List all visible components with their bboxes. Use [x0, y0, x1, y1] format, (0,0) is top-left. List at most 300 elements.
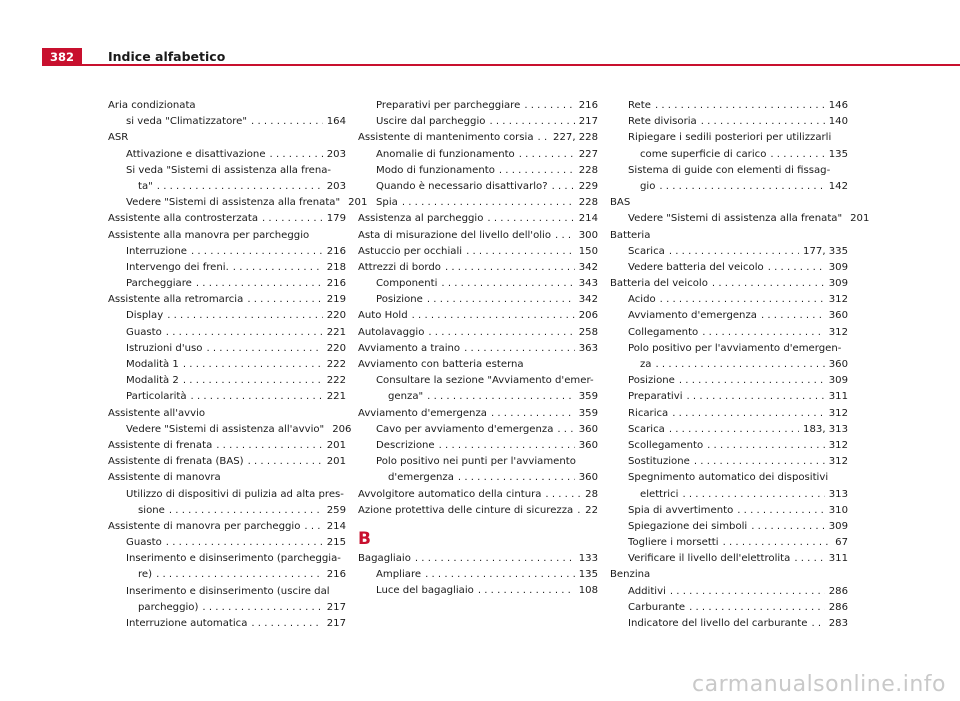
dot-leader [794, 551, 824, 567]
dot-leader [670, 584, 825, 600]
index-subentry [610, 244, 848, 260]
dot-leader [196, 276, 323, 292]
index-subentry [610, 325, 848, 341]
entry-text: Preparativi [628, 391, 683, 403]
page-title: Indice alfabetico [108, 49, 226, 64]
index-subentry [610, 98, 848, 114]
entry-text: Sistema di guide con elementi di fissag- [628, 164, 831, 176]
entry-text: Scarica [628, 245, 665, 257]
entry-page-number: 227, 228 [553, 132, 598, 144]
index-subentry [610, 163, 848, 179]
dot-leader [577, 503, 581, 519]
dot-leader [712, 276, 825, 292]
entry-text: Assistente alla manovra per parcheggio [108, 229, 310, 241]
dot-leader [557, 422, 574, 438]
entry-text: Utilizzo di dispositivi di pulizia ad alta pres- [126, 488, 344, 500]
entry-page-number: 216 [326, 278, 346, 290]
entry-text: Indicatore del livello del carburante [628, 618, 808, 629]
dot-leader [233, 260, 323, 276]
entry-text: Rete [628, 100, 651, 111]
index-subentry [108, 147, 346, 163]
dot-leader [427, 389, 575, 405]
dot-leader [519, 147, 575, 163]
entry-text: parcheggio) [138, 601, 199, 613]
index-subentry [108, 244, 346, 260]
dot-leader [251, 616, 322, 632]
index-subentry [358, 163, 598, 179]
dot-leader [687, 389, 825, 405]
entry-text: Spia [376, 197, 398, 209]
dot-leader [707, 438, 825, 454]
index-subentry [108, 389, 346, 405]
dot-leader [216, 438, 322, 454]
index-subentry [358, 179, 598, 195]
entry-text: re) [138, 569, 153, 581]
entry-text: come superficie di carico [640, 148, 767, 160]
index-letter-heading: B [358, 528, 371, 549]
entry-text: Assistente di frenata (BAS) [108, 456, 244, 468]
entry-text: Avviamento a traino [358, 342, 461, 354]
dot-leader [545, 487, 581, 503]
entry-page-number: 206 [332, 423, 352, 435]
entry-page-number: 201 [326, 439, 346, 451]
entry-page-number: 312 [828, 439, 848, 451]
dot-leader [251, 114, 323, 130]
index-subentry [108, 535, 346, 551]
entry-page-number: 216 [326, 569, 346, 581]
dot-leader [811, 616, 824, 632]
index-subentry [610, 487, 848, 503]
entry-text: Togliere i morsetti [628, 537, 719, 549]
entry-text: Assistente di frenata [108, 439, 213, 451]
index-entry [358, 211, 598, 227]
dot-leader [439, 438, 575, 454]
dot-leader [768, 260, 825, 276]
entry-text: Componenti [376, 278, 438, 290]
entry-page-number: 283 [828, 618, 848, 629]
index-entry [108, 470, 346, 486]
index-subentry [610, 147, 848, 163]
dot-leader [466, 244, 575, 260]
dot-leader [441, 276, 574, 292]
entry-page-number: 220 [326, 342, 346, 354]
dot-leader [166, 325, 323, 341]
entry-text: Scollegamento [628, 439, 704, 451]
dot-leader [660, 292, 825, 308]
entry-text: Attivazione e disattivazione [126, 148, 266, 160]
entry-page-number: 309 [828, 520, 848, 532]
entry-page-number: 360 [578, 423, 598, 435]
index-subentry [108, 276, 346, 292]
entry-page-number: 342 [578, 294, 598, 306]
index-entry [108, 211, 346, 227]
index-subentry [610, 438, 848, 454]
index-subentry [108, 487, 346, 503]
dot-leader [538, 130, 550, 146]
index-subentry [108, 195, 368, 211]
entry-text: elettrici [640, 488, 679, 500]
index-subentry [108, 503, 346, 519]
entry-text: Polo positivo per l'avviamento d'emergen- [628, 342, 842, 354]
entry-page-number: 312 [828, 456, 848, 468]
entry-page-number: 214 [326, 520, 346, 532]
dot-leader [157, 179, 323, 195]
index-subentry [108, 422, 352, 438]
entry-text: Benzina [610, 569, 651, 581]
entry-text: Rete divisoria [628, 116, 697, 128]
entry-text: Polo positivo nei punti per l'avviamento [376, 456, 576, 468]
dot-leader [458, 470, 575, 486]
entry-text: Additivi [628, 585, 666, 597]
entry-text: si veda "Climatizzatore" [126, 116, 248, 128]
dot-leader [169, 503, 323, 519]
index-subentry [358, 373, 598, 389]
index-subentry [108, 179, 346, 195]
dot-leader [489, 114, 574, 130]
entry-text: Attrezzi di bordo [358, 261, 441, 273]
entry-page-number: 286 [828, 601, 848, 613]
dot-leader [689, 600, 825, 616]
dot-leader [247, 292, 322, 308]
entry-text: Preparativi per parcheggiare [376, 100, 521, 111]
entry-page-number: 28 [585, 488, 598, 500]
entry-page-number: 311 [828, 391, 848, 403]
dot-leader [428, 325, 574, 341]
index-subentry [358, 292, 598, 308]
index-subentry [610, 616, 848, 632]
entry-text: Modalità 2 [126, 375, 179, 387]
entry-page-number: 309 [828, 261, 848, 273]
entry-text: Guasto [126, 326, 162, 338]
entry-page-number: 311 [828, 553, 848, 565]
index-entry [108, 454, 346, 470]
entry-page-number: 229 [578, 180, 598, 192]
index-entry [108, 406, 346, 422]
entry-page-number: 309 [828, 278, 848, 290]
entry-text: sione [138, 504, 165, 516]
entry-page-number: 312 [828, 294, 848, 306]
entry-page-number: 203 [326, 180, 346, 192]
dot-leader [478, 583, 575, 599]
index-subentry [610, 503, 848, 519]
entry-text: Display [126, 310, 164, 322]
entry-text: genza" [388, 391, 424, 403]
entry-text: Avviamento d'emergenza [628, 310, 757, 322]
entry-page-number: 150 [578, 245, 598, 257]
dot-leader [655, 98, 825, 114]
entry-text: Collegamento [628, 326, 699, 338]
entry-text: Batteria del veicolo [610, 278, 708, 290]
entry-text: Avviamento con batteria esterna [358, 359, 524, 370]
entry-page-number: 228 [578, 197, 598, 209]
entry-text: d'emergenza [388, 472, 454, 484]
entry-text: Avviamento d'emergenza [358, 407, 487, 419]
entry-page-number: 309 [828, 375, 848, 387]
index-subentry [108, 308, 346, 324]
index-subentry [610, 260, 848, 276]
index-subentry [108, 600, 346, 616]
entry-page-number: 203 [326, 148, 346, 160]
entry-text: Inserimento e disinserimento (uscire dal [126, 585, 330, 597]
entry-text: Guasto [126, 537, 162, 549]
index-column-3 [610, 98, 870, 632]
entry-page-number: 259 [326, 504, 346, 516]
index-entry [610, 567, 848, 583]
entry-page-number: 228 [578, 164, 598, 176]
entry-page-number: 342 [578, 261, 598, 273]
index-subentry [108, 260, 346, 276]
dot-leader [524, 98, 574, 114]
entry-page-number: 22 [585, 504, 598, 516]
dot-leader [425, 567, 575, 583]
entry-page-number: 300 [578, 229, 598, 241]
entry-page-number: 146 [828, 100, 848, 111]
entry-page-number: 214 [578, 213, 598, 225]
index-subentry [358, 114, 598, 130]
entry-text: Assistenza al parcheggio [358, 213, 484, 225]
entry-page-number: 258 [578, 326, 598, 338]
entry-page-number: 313 [828, 488, 848, 500]
dot-leader [723, 535, 832, 551]
entry-page-number: 67 [835, 537, 848, 549]
dot-leader [156, 567, 323, 583]
dot-leader [552, 179, 575, 195]
index-subentry [610, 341, 848, 357]
index-entry [358, 244, 598, 260]
index-subentry [108, 373, 346, 389]
dot-leader [694, 454, 825, 470]
index-entry [358, 130, 598, 146]
index-subentry [108, 567, 346, 583]
entry-text: ASR [108, 132, 129, 144]
index-subentry [108, 114, 346, 130]
entry-text: Vedere "Sistemi di assistenza all'avvio" [126, 423, 325, 435]
dot-leader [202, 600, 322, 616]
entry-text: Descrizione [376, 439, 435, 451]
dot-leader [487, 211, 574, 227]
dot-leader [659, 179, 824, 195]
dot-leader [166, 535, 323, 551]
entry-page-number: 343 [578, 278, 598, 290]
index-subentry [358, 276, 598, 292]
index-subentry [358, 567, 598, 583]
entry-text: Verificare il livello dell'elettrolita [628, 553, 791, 565]
entry-page-number: 363 [578, 342, 598, 354]
entry-page-number: 108 [578, 585, 598, 597]
entry-text: Inserimento e disinserimento (parcheggia- [126, 553, 341, 565]
index-entry [358, 551, 598, 567]
dot-leader [751, 519, 824, 535]
entry-page-number: 201 [348, 197, 368, 209]
dot-leader [499, 163, 575, 179]
index-subentry [108, 341, 346, 357]
entry-text: Astuccio per occhiali [358, 245, 463, 257]
dot-leader [491, 406, 575, 422]
entry-page-number: 217 [578, 116, 598, 128]
entry-text: Luce del bagagliaio [376, 585, 474, 597]
entry-text: Auto Hold [358, 310, 408, 322]
entry-page-number: 217 [326, 601, 346, 613]
entry-page-number: 206 [578, 310, 598, 322]
index-entry [108, 519, 346, 535]
dot-leader [702, 325, 825, 341]
entry-page-number: 359 [578, 407, 598, 419]
dot-leader [737, 503, 824, 519]
index-subentry [358, 147, 598, 163]
entry-text: ta" [138, 180, 153, 192]
dot-leader [672, 406, 824, 422]
dot-leader [183, 357, 323, 373]
entry-page-number: 227 [578, 148, 598, 160]
dot-leader [270, 147, 323, 163]
entry-page-number: 164 [326, 116, 346, 128]
entry-text: Cavo per avviamento d'emergenza [376, 423, 554, 435]
index-subentry [610, 357, 848, 373]
entry-text: Ampliare [376, 569, 422, 581]
entry-page-number: 220 [326, 310, 346, 322]
entry-text: Assistente all'avvio [108, 407, 206, 419]
entry-text: Bagagliaio [358, 552, 411, 564]
entry-text: BAS [610, 197, 631, 209]
entry-page-number: 221 [326, 391, 346, 403]
entry-text: Assistente di mantenimento corsia [358, 132, 534, 144]
index-subentry [358, 583, 598, 599]
entry-page-number: 216 [326, 245, 346, 257]
index-subentry [610, 292, 848, 308]
index-entry [108, 130, 346, 146]
dot-leader [770, 147, 824, 163]
dot-leader [262, 211, 323, 227]
index-subentry [108, 584, 346, 600]
entry-text: Consultare la sezione "Avviamento d'emer- [376, 375, 594, 387]
page-number: 382 [42, 48, 82, 66]
entry-text: Avvolgitore automatico della cintura [358, 488, 542, 500]
entry-text: Aria condizionata [108, 100, 196, 111]
index-subentry [610, 600, 848, 616]
entry-text: Posizione [628, 375, 675, 387]
index-column-1 [108, 98, 368, 632]
entry-page-number: 133 [578, 552, 598, 564]
index-entry [358, 260, 598, 276]
index-subentry [610, 114, 848, 130]
index-subentry [610, 211, 870, 227]
dot-leader [679, 373, 825, 389]
index-entry [358, 228, 598, 244]
entry-text: Istruzioni d'uso [126, 342, 203, 354]
dot-leader [402, 195, 575, 211]
index-subentry [610, 535, 848, 551]
index-entry [108, 98, 346, 114]
entry-page-number: 135 [828, 148, 848, 160]
index-column-2 [358, 98, 598, 599]
index-subentry [358, 98, 598, 114]
entry-page-number: 310 [828, 504, 848, 516]
entry-text: Si veda "Sistemi di assistenza alla frena- [126, 164, 332, 176]
index-subentry [358, 470, 598, 486]
entry-text: Vedere batteria del veicolo [628, 261, 764, 273]
index-subentry [108, 163, 346, 179]
dot-leader [167, 308, 323, 324]
entry-page-number: 286 [828, 585, 848, 597]
entry-page-number: 140 [828, 116, 848, 128]
entry-text: Scarica [628, 423, 665, 435]
entry-page-number: 218 [326, 261, 346, 273]
entry-text: Parcheggiare [126, 278, 192, 290]
index-entry [358, 325, 598, 341]
entry-page-number: 215 [326, 537, 346, 549]
index-subentry [610, 454, 848, 470]
index-subentry [610, 551, 848, 567]
entry-page-number: 135 [578, 569, 598, 581]
dot-leader [427, 292, 575, 308]
dot-leader [555, 228, 575, 244]
index-subentry [358, 389, 598, 405]
entry-page-number: 201 [850, 213, 870, 225]
index-entry [610, 195, 848, 211]
entry-page-number: 179 [326, 213, 346, 225]
entry-text: Spiegazione dei simboli [628, 520, 748, 532]
index-subentry [610, 308, 848, 324]
dot-leader [464, 341, 575, 357]
entry-page-number: 359 [578, 391, 598, 403]
entry-text: Acido [628, 294, 656, 306]
entry-text: za [640, 359, 652, 370]
entry-page-number: 142 [828, 180, 848, 192]
entry-text: Assistente di manovra per parcheggio [108, 520, 301, 532]
entry-page-number: 219 [326, 294, 346, 306]
index-subentry [108, 616, 346, 632]
index-entry [108, 228, 346, 244]
entry-text: Assistente alla controsterzata [108, 213, 259, 225]
entry-text: Spia di avvertimento [628, 504, 734, 516]
entry-page-number: 222 [326, 359, 346, 370]
entry-text: Vedere "Sistemi di assistenza alla frenata" [126, 197, 341, 209]
index-entry [610, 228, 848, 244]
entry-text: Autolavaggio [358, 326, 425, 338]
entry-page-number: 360 [578, 439, 598, 451]
dot-leader [304, 519, 322, 535]
entry-page-number: 360 [828, 310, 848, 322]
entry-text: Posizione [376, 294, 423, 306]
entry-text: Particolarità [126, 391, 187, 403]
entry-text: gio [640, 180, 656, 192]
entry-text: Intervengo dei freni. [126, 261, 229, 273]
entry-text: Ricarica [628, 407, 669, 419]
index-entry [108, 292, 346, 308]
entry-text: Vedere "Sistemi di assistenza alla frenata" [628, 213, 843, 225]
index-subentry [358, 195, 598, 211]
entry-text: Uscire dal parcheggio [376, 116, 486, 128]
index-subentry [610, 406, 848, 422]
index-entry [358, 503, 598, 519]
index-subentry [610, 519, 848, 535]
index-entry [610, 276, 848, 292]
index-entry [358, 308, 598, 324]
index-subentry [108, 551, 346, 567]
index-subentry [610, 470, 848, 486]
index-subentry [610, 373, 848, 389]
entry-page-number: 360 [578, 472, 598, 484]
dot-leader [761, 308, 825, 324]
index-entry [358, 487, 598, 503]
dot-leader [655, 357, 824, 373]
entry-text: Asta di misurazione del livello dell'olio [358, 229, 552, 241]
entry-text: Carburante [628, 601, 686, 613]
entry-text: Modalità 1 [126, 359, 179, 370]
index-subentry [358, 438, 598, 454]
index-subentry [610, 130, 848, 146]
entry-text: Assistente di manovra [108, 472, 221, 484]
